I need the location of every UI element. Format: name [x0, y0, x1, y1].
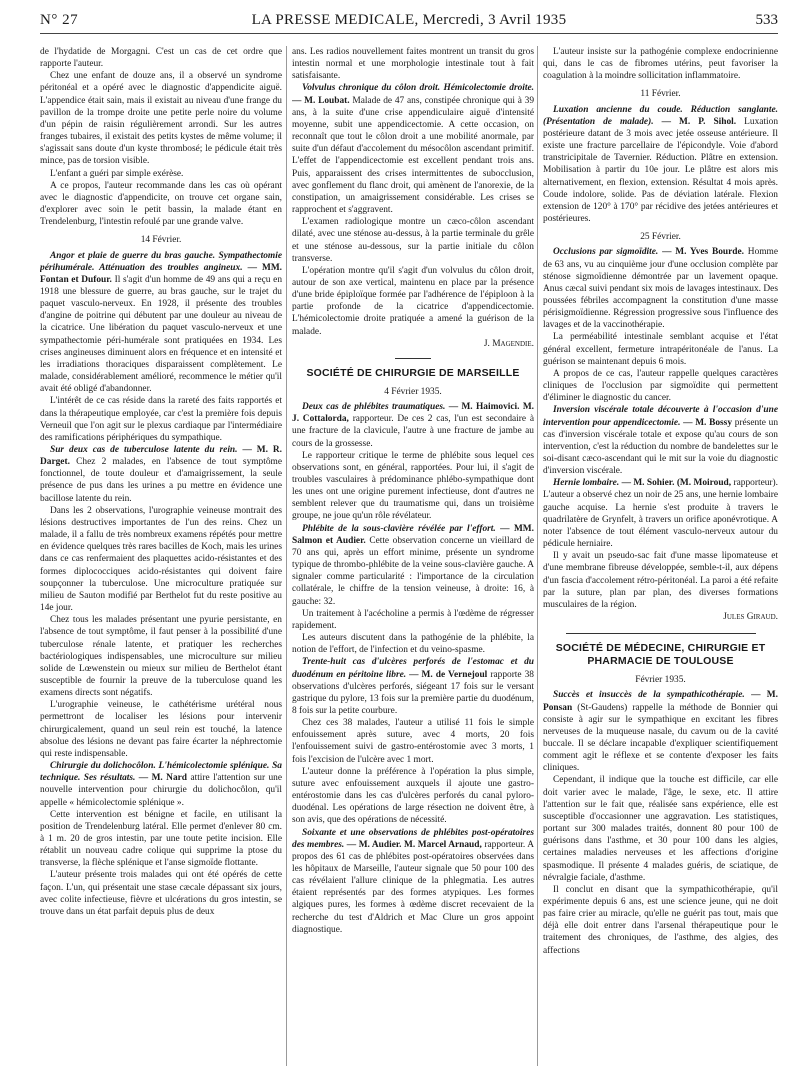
article-text: Chez 2 malades, en l'absence de tout symptôme fonctionnel, de toute douleur et d'amaigrissement, la seule présence de pus dans les urines a pu mettre en évidence une bacillose latente du rein.	[40, 457, 282, 504]
article-entry	[543, 104, 778, 226]
article-entry	[292, 827, 534, 936]
session-date: Février 1935.	[635, 675, 686, 686]
article-authors: — M. Sohier. (M. Moiroud,	[621, 478, 732, 489]
column-middle	[292, 46, 534, 1076]
session-date: 4 Février 1935.	[384, 386, 442, 397]
article-title: Succès et insuccès de la sympathicothérapie.	[553, 690, 745, 701]
article-entry	[292, 401, 534, 450]
journal-title: LA PRESSE MEDICALE, Mercredi, 3 Avril 1935	[251, 12, 567, 28]
article-entry	[40, 760, 282, 809]
article-authors: — M. Nard	[138, 773, 188, 784]
article-entry	[543, 689, 778, 774]
paragraph: L'intérêt de ce cas réside dans la rareté des faits rapportés et dans la thérapeutique employée, car c'est la première fois depuis Verneuil que l'on agit sur le plexus cardiaque par l'intermédiaire des ramifications périphériques du sympathique.	[40, 396, 282, 443]
paragraph: Cependant, il indique que la touche est difficile, car elle doit varier avec le malade, l'âge, le sexe, etc. Il attire l'attention sur le fait que, réalisée sans expérience, elle est susceptible d'occasionner une aggravation. Les statistiques, portant sur 300 malades traités, donnent 80 pour 100 de guérisons dans l'asthme, et 30 pour 100 dans les algies, certaines maladies nerveuses et les affections d'origine spasmodique. Il présente 4 malades guéris, de sciatique, de névralgie faciale, d'asthme.	[543, 775, 778, 883]
society-heading: SOCIÉTÉ DE CHIRURGIE DE MARSEILLE	[306, 366, 520, 379]
article-entry	[543, 404, 778, 477]
article-text: présente un cas d'inversion viscérale totale et expose qu'au cours de son intervention, c'est la réduction du nombre de bandelettes sur le soi-disant cæco-ascendant qui le mit sur la voie du diagnostic d'inversion viscérale.	[543, 417, 778, 477]
paragraph: A ce propos, l'auteur recommande dans les cas où opérant avec le diagnostic d'appendicite, on trouve cet organe sain, d'explorer avec soin le petit bassin, la malade étant en Trendelenburg, l'intestin refoulé par une grande valve.	[40, 180, 282, 228]
article-title: Luxation ancienne du coude. Réduction sanglante. (Présentation de malade).	[543, 104, 778, 127]
paragraph: A propos de ce cas, l'auteur rappelle quelques caractères cliniques de l'occlusion par sigmoïdite qui permettent d'éliminer le diagnostic du cancer.	[543, 368, 778, 404]
article-title: Phlébite de la sous-clavière révélée par l'effort.	[302, 523, 496, 534]
article-entry	[543, 246, 778, 331]
paragraph: Il y avait un pseudo-sac fait d'une masse lipomateuse et d'une membrane fibreuse développée, semble-t-il, aux dépens d'un fascia d'accolement rétro-péritonéal. La paroi a été refaite par la suture, plan par plan, des diverses formations musculaires de la région.	[543, 551, 778, 610]
article-text: rapporte 38 observations d'ulcères perforés, siégeant 17 fois sur le versant gastrique du pylore, 13 fois sur la première partie du duodénum, 8 fois sur la petite courbure.	[292, 669, 534, 716]
column-divider	[537, 46, 538, 1066]
paragraph: Chez tous les malades présentant une pyurie persistante, en l'absence de tout symptôme, il faut penser à la possibilité d'une tuberculose rénale latente, et pratiquer les recherches bactériologiques indispensables, une microculture sur milieu solide de Lœwenstein ou mieux sur milieu de Berthelot étant susceptible de fournir la preuve de la tuberculose quand les examens directs sont négatifs.	[40, 615, 282, 699]
article-text: Malade de 47 ans, constipée chronique qui à 39 ans, à la suite d'une crise appendiculaire aiguë d'intensité moyenne, subit une appendicectomie. A cette occasion, on reconnaît que tout le côlon droit a une mobilité anormale, par suite d'un défaut d'accolement du mésocôlon ascendant primitif. L'effet de l'appendicectomie est excellent pendant trois ans. Puis, apparaissent des crises intermittentes de subocclusion, avec gonflement du flanc droit, qui amènent de l'anorexie, de la constipation, un amaigrissement considérable. Les crises se rapprochent et s'aggravent.	[292, 95, 534, 216]
article-authors: — M. P. Sihol.	[661, 116, 737, 127]
paragraph: Chez ces 38 malades, l'auteur a utilisé 11 fois le simple enfouissement après suture, avec 4 morts, 20 fois l'enfouissement suivi de gastro-entérostomie avec 3 morts, 1 fois l'excision de l'ulcère avec 1 mort.	[292, 718, 534, 765]
article-authors: — M. de Vernejoul	[409, 669, 488, 680]
article-text: Il s'agit d'un homme de 49 ans qui a reçu en 1918 une blessure de guerre, au bras gauche, sur le trajet du paquet vasculo-nerveux. En 1928, il présente des troubles d'angine de poitrine qui débutent par une douleur au niveau de la cicatrice. Une libération du paquet vasculo-nerveux et une sympathectomie péri-humérale sont pratiquées en 1934. Les crises angineuses diminuent alors en fréquence et en intensité et les irradiations thoraciques disparaissent complètement. Le malade, considérablement amélioré, recommence le métier qu'il avait été obligé d'abandonner.	[40, 274, 282, 395]
article-title: Chirurgie du dolichocôlon. L'hémicolectomie splénique. Sa technique. Ses résultats.	[40, 761, 282, 784]
article-text: rapporteur. A propos des 61 cas de phlébites post-opératoires observées dans les hôpitaux de Marseille, l'auteur signale que 50 pour 100 des cas révélaient l'allure clinique de la phlegmatia. Les autres étaient représentés par des formes atypiques. Les formes algiques pures, les formes à œdème discret recevaient de la recherche du test d'Aldrich et Mac Clure un gros appoint diagnostique.	[292, 839, 534, 935]
page-number: 533	[755, 12, 778, 28]
article-entry	[292, 656, 534, 717]
paragraph: L'opération montre qu'il s'agit d'un volvulus du côlon droit, autour de son axe vertical, maintenu en place par la présence d'une bride épiploïque formée par l'adhérence de l'épiploon à la partie profonde de la cicatrice d'appendicectomie. L'hémicolectomie droite pratiquée a amené la guérison de la malade.	[292, 265, 534, 337]
article-title: Hernie lombaire.	[553, 478, 620, 489]
column-left	[40, 46, 282, 1076]
paragraph: L'auteur présente trois malades qui ont été opérés de cette façon. L'un, qui présentait une stase cæcale dépassant six jours, avec colite infectieuse, fièvre et ulcérations du gros intestin, se trouve dans un état parfait depuis plus de deux	[40, 870, 282, 917]
article-text: (St-Gaudens) rappelle la méthode de Bonnier qui consiste à agir sur le sympathique en excitant les fibres nerveuses de la muqueuse nasale, du cavum ou de la cavité buccale. Il se déclare incapable d'expliquer scientifiquement comment agit le réflexe et se contente d'exposer les faits cliniques.	[543, 702, 778, 774]
column-right	[543, 46, 778, 1076]
paragraph: L'examen radiologique montre un cæco-côlon ascendant dilaté, avec une sténose au-dessus, à la partie terminale du grêle et une sténose au-dessous, sur la partie initiale du côlon transverse.	[292, 217, 534, 264]
article-title: Trente-huit cas d'ulcères perforés de l'estomac et du duodénum en péritoine libre.	[292, 657, 534, 680]
header-rule	[40, 33, 778, 34]
article-authors: — M. Bossy	[683, 417, 733, 428]
article-text: Luxation postérieure datant de 3 mois avec jetée osseuse antérieure. Il existe une fracture parcellaire de l'épicondyle. Voie d'abord transtricipitale de Tavernier. Réduction. Plâtre en extension. Mobilisation à partir du 10e jour. Le plâtre est alors mis alternativement, en flexion, extension. Résultat 4 mois après. Coude indolore, solide. Pas de déviation latérale. Flexion extension de 120° à 170° par récidive des jetées antérieures et postérieures.	[543, 116, 778, 225]
paragraph: L'urographie veineuse, le cathétérisme urétéral nous permettront de localiser les lésions pour intervenir chirurgicalement, quand un seul rein est touché, la latence absolue des lésions ne devant pas faire écarter la néphrectomie qui reste indispensable.	[40, 700, 282, 759]
signature: Jules Giraud.	[723, 612, 778, 623]
paragraph: L'auteur donne la préférence à l'opération la plus simple, suture avec enfouissement auxquels il ajoute une gastro-entérostomie dans les cas d'ulcères perforés du canal pyloro-duodénal. Les opérations de large résection ne doivent être, à son avis, que des opérations de nécessité.	[292, 766, 534, 826]
article-title: Occlusions par sigmoïdite.	[553, 247, 659, 258]
article-text: Homme de 63 ans, vu au cinquième jour d'une occlusion complète par sténose sigmoïdienne démontrée par un lavement opaque. Anus cæcal suivi pendant six mois de lavages intestinaux. Des poussées fébriles accompagnent la constitution d'une masse périsigmoïdienne. Régression progressive sous l'influence des lavages et de la vaccinothérapie.	[543, 247, 778, 331]
article-authors: — MM. Fontan et Dufour.	[40, 262, 282, 285]
separator	[395, 358, 431, 359]
article-title: Volvulus chronique du côlon droit. Hémicolectomie droite.	[302, 83, 534, 94]
paragraph: ans. Les radios nouvellement faites montrent un transit du gros intestin normal et une morphologie intestinale tout à fait satisfaisante.	[292, 47, 534, 82]
paragraph: Chez une enfant de douze ans, il a observé un syndrome péritonéal et a opéré avec le diagnostic d'appendicite aiguë. L'appendice était sain, mais il existait au niveau d'une frange du pavillon de la trompe droite une petite perle noire du volume d'un pépin de raisin régulièrement arrondi. Sur les autres franges tubaires, il existait des petits kystes de même volume; il s'agissait sans doute d'un kyste thrombosé; le pédicule était très mince, pas de torsion visible.	[40, 71, 282, 167]
paragraph: L'auteur insiste sur la pathogénie complexe endocrinienne qui, dans le cas de fibromes utérins, peut favoriser la coagulation à la moindre sollicitation inflammatoire.	[543, 47, 778, 82]
issue-number: N° 27	[40, 12, 79, 28]
article-authors: — M. Yves Bourde.	[662, 247, 744, 258]
paragraph: Les auteurs discutent dans la pathogénie de la phlébite, la notion de l'effort, de l'infection et du veino-spasme.	[292, 633, 534, 656]
article-text: Cette observation concerne un vieillard de 70 ans qui, après un effort minime, présente un syndrome typique de thrombo-phlébite de la veine sous-clavière gauche. A signaler comme particularité : l'importance de la circulation collatérale, le chiffre de la tension veineuse, à droite: 16, à gauche: 32.	[292, 535, 534, 607]
signature: J. Magendie.	[483, 338, 534, 349]
article-entry	[40, 250, 282, 396]
article-title: Soixante et une observations de phlébites post-opératoires des membres.	[292, 827, 534, 850]
article-entry	[292, 523, 534, 608]
paragraph: Il conclut en disant que la sympathicothérapie, qu'il expérimente depuis 6 ans, est une science jeune, qui ne doit pas faire crier au miracle, qu'elle ne guérit pas tout, mais que déjà elle doit entrer dans l'arsenal thérapeutique pour le traitement des chroniques, de l'asthme, des algies, des affections	[543, 884, 778, 956]
article-authors: — M. Ponsan	[543, 690, 778, 713]
article-title: Angor et plaie de guerre du bras gauche. Sympathectomie périhumérale. Atténuation des troubles angineux.	[40, 250, 282, 273]
article-entry	[292, 82, 534, 216]
page-header	[40, 8, 778, 34]
separator	[566, 633, 756, 634]
session-date: 14 Février.	[140, 235, 182, 246]
article-authors: — M. Audier. M. Marcel Arnaud,	[346, 839, 482, 850]
paragraph: Cette intervention est bénigne et facile, en utilisant la position de Trendelenburg latéral. Elle permet d'enlever 80 cm. à 1 m. 20 de gros intestin, par une toute petite incision. Elle rétablit un nouveau cadre colique qui supprime la ptose du transverse, la flèche splénique et l'anse sigmoïde flottante.	[40, 809, 282, 869]
paragraph: L'enfant a guéri par simple exérèse.	[50, 168, 184, 179]
paragraph: Le rapporteur critique le terme de phlébite sous lequel ces observations sont, en général, rapportées. Pour lui, il s'agit de troubles vasculaires à prédominance phlébo-sympathique dont les unes ont une origine purement infectieuse, dont d'autres ne semblent relever que du traumatisme qui, dans un troisième groupe, ne joue qu'un rôle révélateur.	[292, 450, 534, 522]
article-title: Inversion viscérale totale découverte à l'occasion d'une intervention pour appendicectomie.	[543, 405, 778, 428]
article-authors: — M. Loubat.	[292, 95, 350, 106]
session-date: 11 Février.	[640, 89, 681, 100]
article-authors: — MM. Salmon et Audier.	[292, 523, 534, 546]
article-authors: — M. Haimovici. M. J. Cottalorda,	[292, 402, 534, 425]
article-entry	[543, 477, 778, 550]
article-authors: — M. R. Darget.	[40, 445, 282, 468]
article-entry	[40, 444, 282, 505]
article-text: attire l'attention sur une nouvelle intervention pour chirurgie du dolichocôlon, qu'il appelle « hémicolectomie splénique ».	[40, 773, 282, 808]
article-title: Sur deux cas de tuberculose latente du rein.	[50, 445, 238, 455]
paragraph: La perméabilité intestinale semblant acquise et l'état général excellent, fermeture intrapéritonéale de l'anus. La guérison se maintenant depuis 6 mois.	[543, 332, 778, 367]
article-text: rapporteur. De ces 2 cas, l'un est secondaire à une fracture de la clavicule, l'autre à une fracture de jambe au cours de la grossesse.	[292, 414, 534, 449]
article-title: Deux cas de phlébites traumatiques.	[302, 402, 446, 413]
society-heading: SOCIÉTÉ DE MÉDECINE, CHIRURGIE ET PHARMACIE DE TOULOUSE	[555, 642, 766, 668]
article-text: rapporteur). L'auteur a observé chez un noir de 25 ans, une hernie lombaire gauche acquise. La hernie s'est produite à travers le quadrilatère de Grynfelt, à travers un orifice aponévrotique. A noter l'absence de tout élément vasculo-nerveux autour du pédicule herniaire.	[543, 478, 778, 550]
paragraph: Un traitement à l'acécholine a permis à l'œdème de régresser rapidement.	[292, 608, 534, 631]
column-divider	[286, 46, 287, 1066]
session-date: 25 Février.	[640, 232, 681, 243]
paragraph: de l'hydatide de Morgagni. C'est un cas de cet ordre que rapporte l'auteur.	[40, 47, 282, 70]
paragraph: Dans les 2 observations, l'urographie veineuse montrait des lésions destructives importantes de l'un des reins. Chez un malade, il a fallu de très nombreux examens répétés pour mettre en évidence quelques très rares bacilles de Koch, mais les urines dans ce cas renfermaient des plaquettes acido-résistantes et des formes diplococciques acido-résistantes qui doivent faire soupçonner la tuberculose. Une microculture pratiquée sur milieu de Sauton modifié par Berthelot fut du reste positive au 14e jour.	[40, 505, 282, 614]
